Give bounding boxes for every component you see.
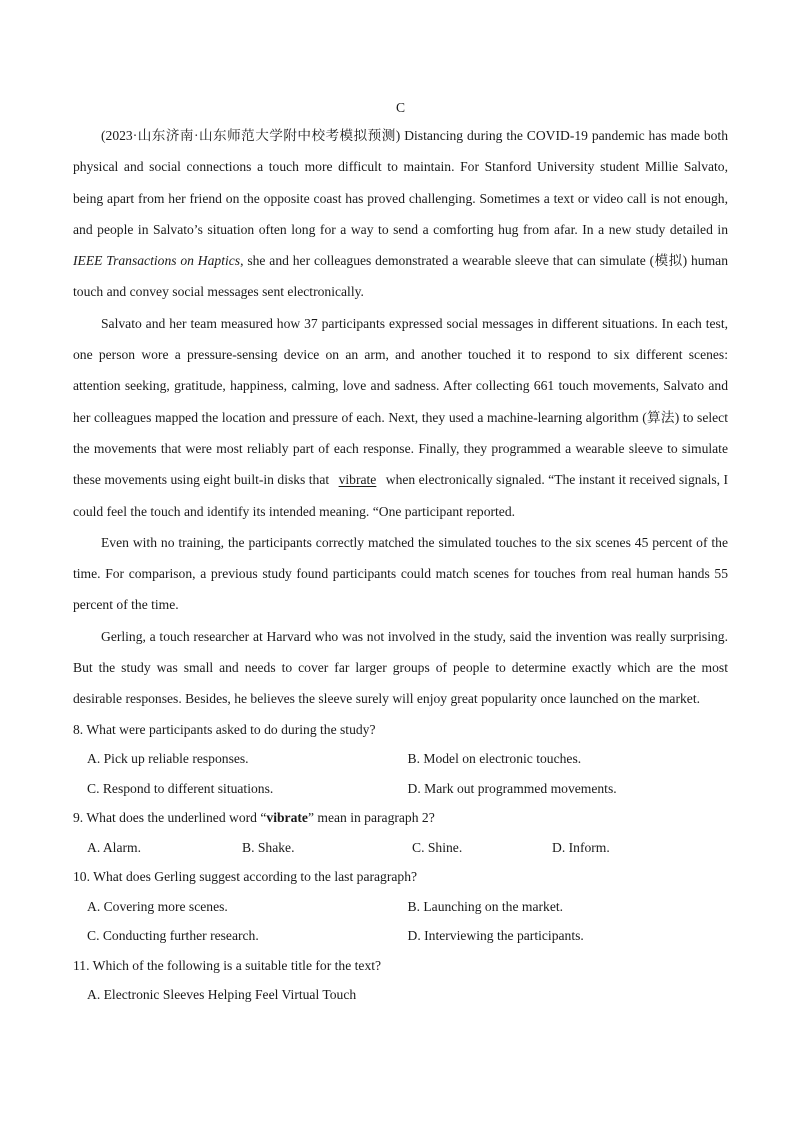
exam-page [73, 96, 728, 1010]
paragraph-2-text-a: Salvato and her team measured how 37 participants expressed social messages in different situations. In each test, one person wore a pressure-sensing device on an arm, and another touched it to respond to six different scenes: attention seeking, gratitude, happiness, calming, love and sadness. After collecting 661 touch movements, Salvato and her colleagues mapped the location and pressure of each. Next, they used a machine-learning algorithm (算法) to select the movements that were most reliably part of each response. Finally, they programmed a wearable sleeve to simulate these movements using eight built-in disks that [73, 315, 728, 488]
passage-paragraph-3: Even with no training, the participants correctly matched the simulated touches to the six scenes 45 percent of the time. For comparison, a previous study found participants could match scenes for touches from real human hands 55 percent of the time. [73, 534, 728, 613]
question-9-options-row [73, 833, 728, 863]
paragraph-2-text-b: when electronically signaled. “The instant it received signals, I could feel the touch and identify its intended meaning. “One participant reported. [73, 472, 728, 519]
question-10 [73, 862, 728, 951]
passage-paragraph-4: Gerling, a touch researcher at Harvard who was not involved in the study, said the invention was really surprising. But the study was small and needs to cover far larger groups of people to determine exactly which are the most desirable responses. Besides, he believes the sleeve surely will enjoy great popularity once launched on the market. [73, 628, 728, 707]
question-9-stem-a: 9. What does the underlined word “ [73, 810, 267, 826]
passage-paragraph-1 [73, 120, 728, 308]
question-8-options-row-1 [73, 744, 728, 774]
source-note: (2023·山东济南·山东师范大学附中校考模拟预测) [101, 128, 401, 143]
question-11-stem: 11. Which of the following is a suitable title for the text? [73, 957, 382, 973]
question-8 [73, 715, 728, 804]
question-9-option-b[interactable]: B. Shake. [242, 839, 295, 855]
question-9-option-d[interactable]: D. Inform. [552, 839, 610, 855]
question-8-option-d[interactable]: D. Mark out programmed movements. [407, 780, 617, 796]
question-9-stem [73, 803, 728, 833]
question-8-option-a[interactable]: A. Pick up reliable responses. [87, 751, 249, 767]
question-8-options-row-2 [73, 774, 728, 804]
question-10-options-row-1 [73, 892, 728, 922]
question-10-option-c[interactable]: C. Conducting further research. [87, 928, 259, 944]
question-9-option-c[interactable]: C. Shine. [412, 839, 463, 855]
question-9-keyword: vibrate [266, 810, 308, 826]
question-10-options-row-2 [73, 921, 728, 951]
question-9-stem-b: ” mean in paragraph 2? [307, 810, 435, 826]
paragraph-1-text-a: Distancing during the COVID-19 pandemic has made both physical and social connections a touch more difficult to maintain. For Stanford University student Millie Salvato, being apart from her friend on the opposite coast has proved challenging. Sometimes a text or video call is not enough, and people in Salvato’s situation often long for a way to send a comforting hug from afar. In a new study detailed in [73, 128, 728, 237]
question-8-stem: 8. What were participants asked to do during the study? [73, 721, 376, 737]
question-11 [73, 951, 728, 1010]
question-10-option-a[interactable]: A. Covering more scenes. [87, 898, 228, 914]
question-11-option-a[interactable]: A. Electronic Sleeves Helping Feel Virtual Touch [87, 987, 357, 1003]
question-9 [73, 803, 728, 862]
question-10-option-b[interactable]: B. Launching on the market. [407, 898, 564, 914]
question-11-options-row [73, 980, 728, 1010]
section-letter: C [395, 100, 406, 115]
question-10-option-d[interactable]: D. Interviewing the participants. [407, 928, 584, 944]
question-10-stem: 10. What does Gerling suggest according to the last paragraph? [73, 869, 418, 885]
underlined-word: vibrate [338, 472, 377, 488]
question-9-option-a[interactable]: A. Alarm. [87, 839, 141, 855]
question-8-option-b[interactable]: B. Model on electronic touches. [407, 751, 582, 767]
paragraph-1-text-b: , she and her colleagues demonstrated a wearable sleeve that can simulate (模拟) human touch and convey social messages sent electronically. [73, 253, 728, 300]
passage-paragraph-2 [73, 308, 728, 527]
journal-title: IEEE Transactions on Haptics [73, 253, 241, 269]
question-8-option-c[interactable]: C. Respond to different situations. [87, 780, 274, 796]
